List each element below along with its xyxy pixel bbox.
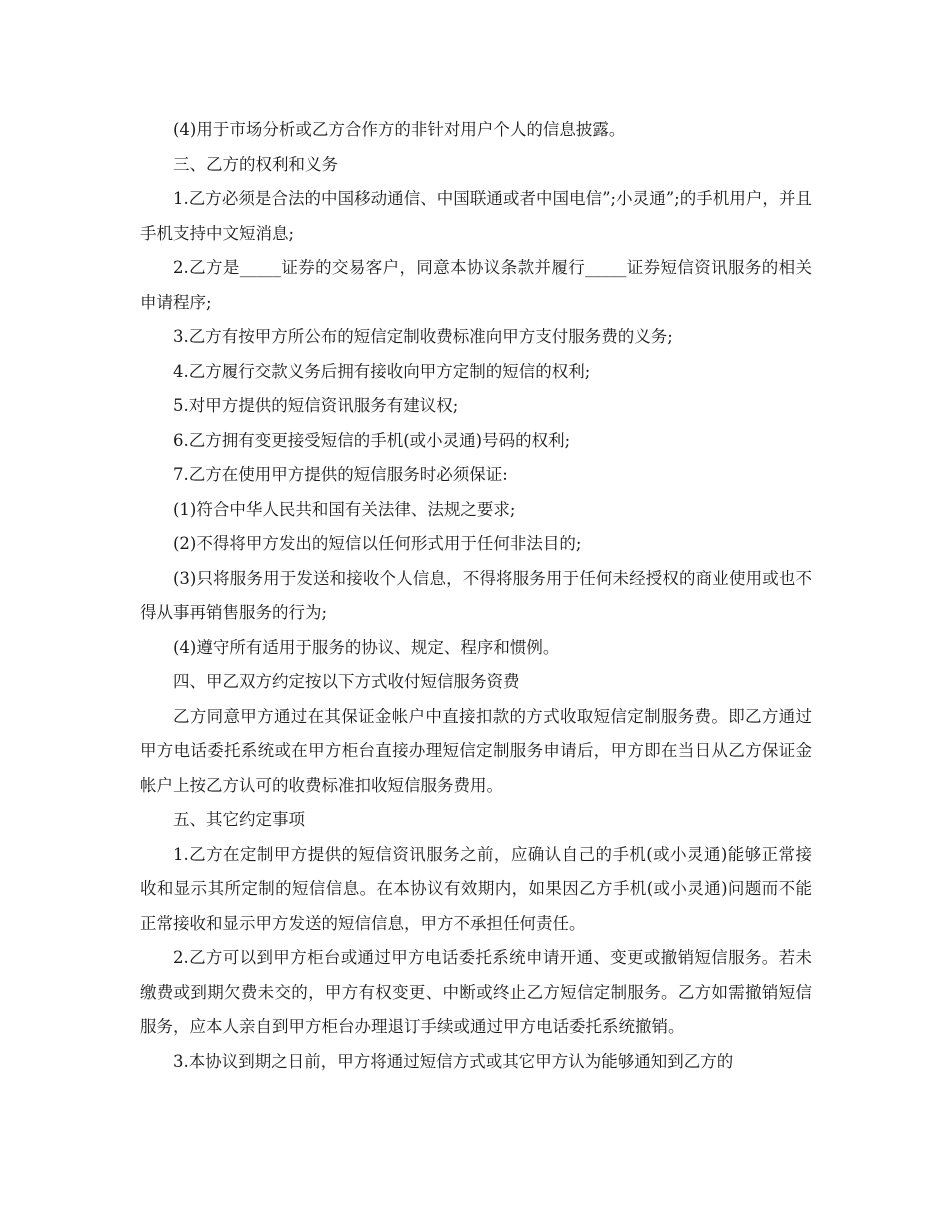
paragraph-clause-7: 7.乙方在使用甲方提供的短信服务时必须保证: xyxy=(173,465,508,484)
paragraph-subclause-3: (3)只将服务用于发送和接收个人信息，不得将服务用于任何未经授权的商业使用或也不得从事再销售服务的行为; xyxy=(140,568,812,622)
paragraph-payment-terms: 乙方同意甲方通过在其保证金帐户中直接扣款的方式收取短信定制服务费。即乙方通过甲方电话委托系统或在甲方柜台直接办理短信定制服务申请后，甲方即在当日从乙方保证金帐户上按乙方认可的收费标准扣收短信服务费用。 xyxy=(140,706,812,795)
document-body xyxy=(140,113,812,1079)
paragraph-clause-3: 3.乙方有按甲方所公布的短信定制收费标准向甲方支付服务费的义务; xyxy=(173,327,673,346)
section-heading-other-terms: 五、其它约定事项 xyxy=(173,810,305,829)
paragraph-clause-2: 2.乙方是_____证券的交易客户，同意本协议条款并履行_____证券短信资讯服务的相关申请程序; xyxy=(140,258,812,312)
paragraph-clause-6: 6.乙方拥有变更接受短信的手机(或小灵通)号码的权利; xyxy=(173,430,571,450)
paragraph-subclause-2: (2)不得将甲方发出的短信以任何形式用于任何非法目的; xyxy=(173,534,582,553)
paragraph-clause-5: 5.对甲方提供的短信资讯服务有建议权; xyxy=(173,396,459,415)
paragraph-item-4-disclosure: (4)用于市场分析或乙方合作方的非针对用户个人的信息披露。 xyxy=(173,120,626,139)
paragraph-clause-1: 1.乙方必须是合法的中国移动通信、中国联通或者中国电信”;小灵通”;的手机用户，并且手机支持中文短消息; xyxy=(140,189,812,243)
paragraph-subclause-1: (1)符合中华人民共和国有关法律、法规之要求; xyxy=(173,499,516,519)
paragraph-clause-4: 4.乙方履行交款义务后拥有接收向甲方定制的短信的权利; xyxy=(173,361,591,381)
paragraph-other-clause-2: 2.乙方可以到甲方柜台或通过甲方电话委托系统申请开通、变更或撤销短信服务。若未缴费或到期欠费未交的，甲方有权变更、中断或终止乙方短信定制服务。乙方如需撤销短信服务，应本人亲自到甲方柜台办理退订手续或通过甲方电话委托系统撤销。 xyxy=(140,948,812,1036)
paragraph-other-clause-3: 3.本协议到期之日前，甲方将通过短信方式或其它甲方认为能够通知到乙方的 xyxy=(173,1051,734,1071)
paragraph-other-clause-1: 1.乙方在定制甲方提供的短信资讯服务之前，应确认自己的手机(或小灵通)能够正常接收和显示其所定制的短信信息。在本协议有效期内，如果因乙方手机(或小灵通)问题而不能正常接收和显示甲方发送的短信信息，甲方不承担任何责任。 xyxy=(140,844,812,933)
paragraph-subclause-4: (4)遵守所有适用于服务的协议、规定、程序和惯例。 xyxy=(173,637,560,657)
section-heading-rights-obligations: 三、乙方的权利和义务 xyxy=(173,154,338,174)
section-heading-payment: 四、甲乙双方约定按以下方式收付短信服务资费 xyxy=(173,672,520,691)
